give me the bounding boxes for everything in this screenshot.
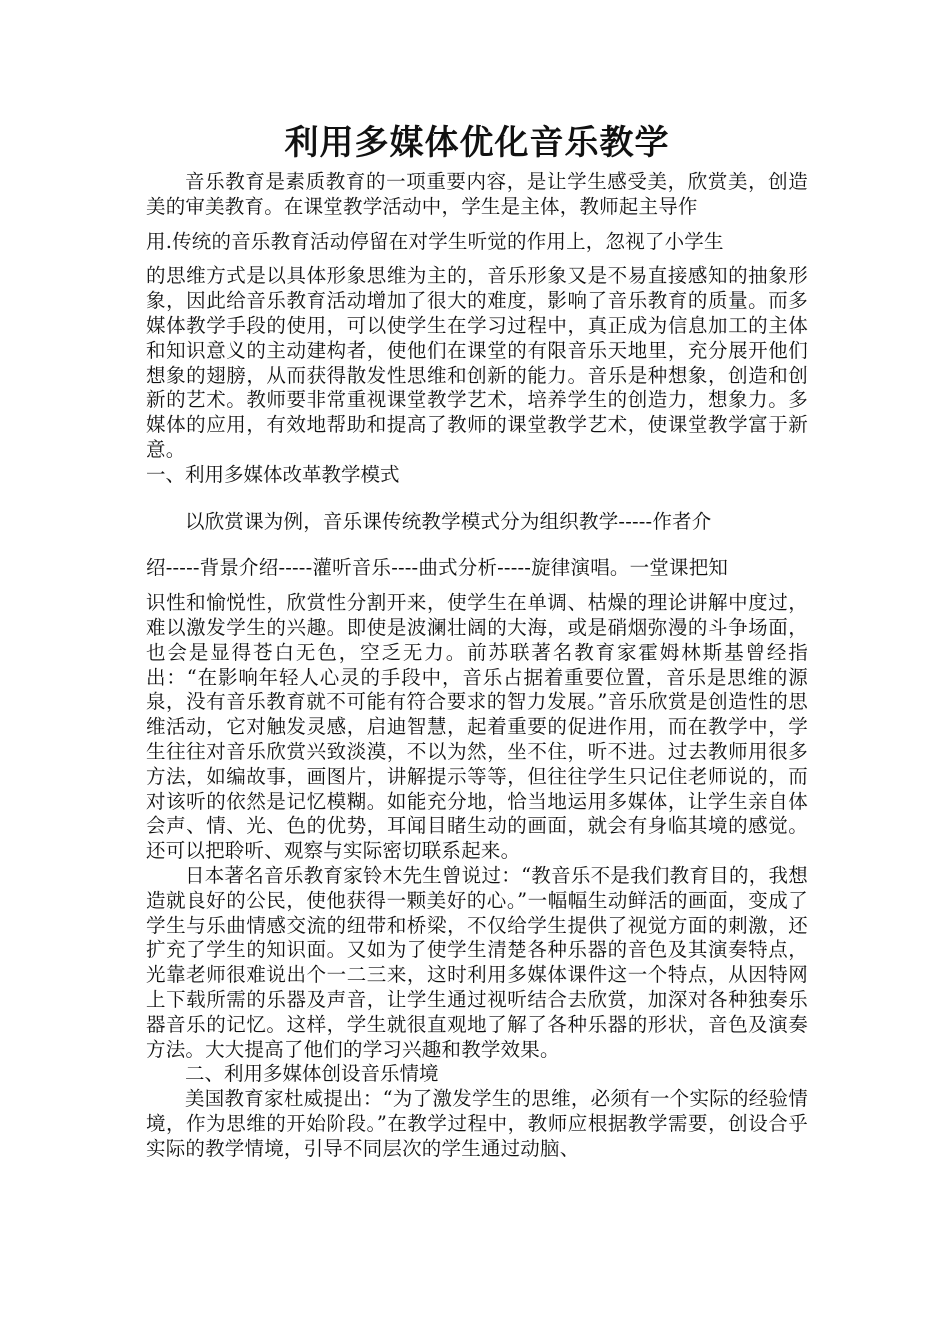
- paragraph-intro-part2: 用.传统的音乐教育活动停留在对学生听觉的作用上，忽视了小学生: [146, 229, 724, 253]
- paragraph-dewey: 美国教育家杜威提出：“为了激发学生的思维，必须有一个实际的经验情境，作为思维的开始阶段。”在教学过程中，教师应根据教学需要，创设合乎实际的教学情境，引导不同层次的学生通过动脑、: [146, 1087, 808, 1160]
- paragraph-intro-part1: 音乐教育是素质教育的一项重要内容，是让学生感受美，欣赏美，创造美的审美教育。在课堂教学活动中，学生是主体，教师起主导作: [146, 170, 808, 218]
- paragraph-suzuki: 日本著名音乐教育家铃木先生曾说过：“教音乐不是我们教育目的，我想造就良好的公民，使他获得一颗美好的心。”一幅幅生动鲜活的画面，变成了学生与乐曲情感交流的纽带和桥梁，不仅给学生提供了视觉方面的刺激，还扩充了学生的知识面。又如为了使学生清楚各种乐器的音色及其演奏特点，光靠老师很难说出个一二三来，这时利用多媒体课件这一个特点，从因特网上下载所需的乐器及声音，让学生通过视听结合去欣赏，加深对各种独奏乐器音乐的记忆。这样，学生就很直观地了解了各种乐器的形状，音色及演奏方法。大大提高了他们的学习兴趣和教学效果。: [146, 863, 808, 1061]
- document-page: [146, 120, 808, 1161]
- document-title: 利用多媒体优化音乐教学: [284, 123, 670, 163]
- paragraph-section1-part1: 以欣赏课为例，音乐课传统教学模式分为组织教学-----作者介: [185, 509, 712, 533]
- section-heading-2: 二、利用多媒体创设音乐情境: [185, 1062, 439, 1086]
- paragraph-section1-part2: 绍-----背景介绍-----灌听音乐----曲式分析-----旋律演唱。一堂课把知: [146, 556, 729, 580]
- paragraph-intro-part3: 的思维方式是以具体形象思维为主的，音乐形象又是不易直接感知的抽象形象，因此给音乐教育活动增加了很大的难度，影响了音乐教育的质量。而多媒体教学手段的使用，可以使学生在学习过程中，真正成为信息加工的主体和知识意义的主动建构者，使他们在课堂的有限音乐天地里，充分展开他们想象的翅膀，从而获得散发性思维和创新的能力。音乐是种想象，创造和创新的艺术。教师要非常重视课堂教学艺术，培养学生的创造力，想象力。多媒体的应用，有效地帮助和提高了教师的课堂教学艺术，使课堂教学富于新意。: [146, 264, 808, 461]
- paragraph-section1-part3: 识性和愉悦性，欣赏性分割开来，使学生在单调、枯燥的理论讲解中度过，难以激发学生的兴趣。即使是波澜壮阔的大海，或是硝烟弥漫的斗争场面，也会是显得苍白无色，空乏无力。前苏联著名教育家霍姆林斯基曾经指出：“在影响年轻人心灵的手段中，音乐占据着重要位置，音乐是思维的源泉，没有音乐教育就不可能有符合要求的智力发展。”音乐欣赏是创造性的思维活动，它对触发灵感，启迪智慧，起着重要的促进作用，而在教学中，学生往往对音乐欣赏兴致淡漠，不以为然，坐不住，听不进。过去教师用很多方法，如编故事，画图片，讲解提示等等，但往往学生只记住老师说的，而对该听的依然是记忆模糊。如能充分地，恰当地运用多媒体，让学生亲自体会声、情、光、色的优势，耳闻目睹生动的画面，就会有身临其境的感觉。还可以把聆听、观察与实际密切联系起来。: [146, 591, 808, 863]
- section-heading-1: 一、利用多媒体改革教学模式: [146, 462, 400, 486]
